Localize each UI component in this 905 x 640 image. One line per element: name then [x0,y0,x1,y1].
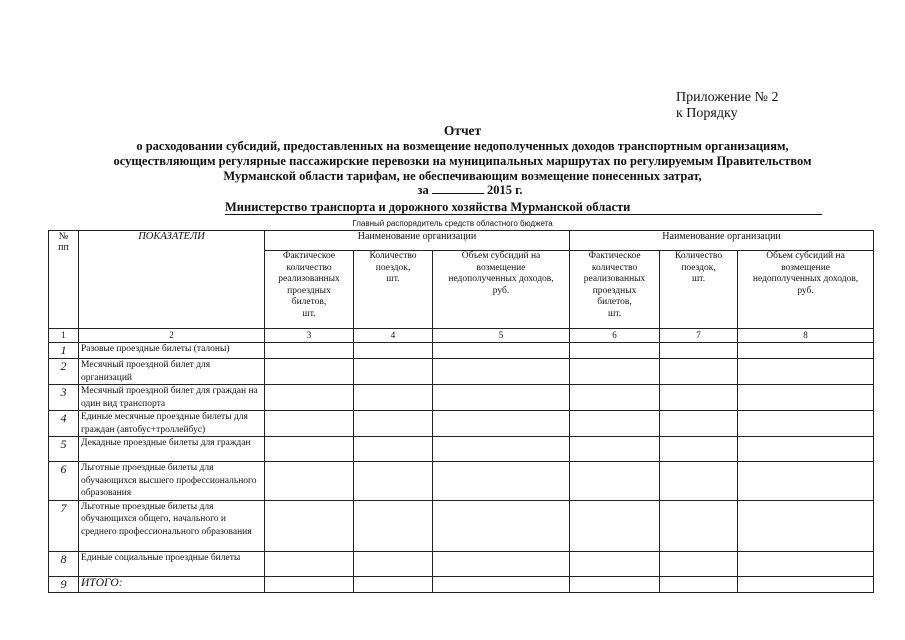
header-trips-1: Количество поездок, шт. [354,251,433,329]
data-cell[interactable] [265,437,354,462]
ministry-caption: Главный распорядитель средств областного бюджета [352,219,553,228]
data-cell[interactable] [660,385,738,411]
column-number: 1 [49,329,79,343]
table-row [49,385,874,411]
header-subsidy-1: Объем субсидий на возмещение недополученных доходов, руб. [433,251,570,329]
data-cell[interactable] [354,411,433,437]
column-number: 5 [433,329,570,343]
data-cell[interactable] [433,359,570,385]
data-cell[interactable] [660,437,738,462]
table-row [49,437,874,462]
row-number: 8 [49,551,79,576]
column-numbers-row [49,329,874,343]
table-row [49,411,874,437]
total-label: ИТОГО: [79,576,265,592]
data-cell[interactable] [570,385,660,411]
data-cell[interactable] [738,343,874,359]
data-cell[interactable] [265,500,354,551]
data-cell[interactable] [660,462,738,501]
row-label: Декадные проездные билеты для граждан [79,437,265,462]
data-cell[interactable] [433,462,570,501]
data-cell[interactable] [265,551,354,576]
data-cell[interactable] [265,462,354,501]
table-row [49,359,874,385]
row-number: 7 [49,500,79,551]
report-title-line-1: о расходовании субсидий, предоставленных на возмещение недополученных доходов транспортным организациям, [136,139,789,153]
data-cell[interactable] [738,500,874,551]
header-indicators: ПОКАЗАТЕЛИ [79,231,265,329]
column-number: 8 [738,329,874,343]
report-title-line-3: Мурманской области тарифам, не обеспечивающим возмещение понесенных затрат, [223,169,702,183]
header-actual-tickets-1: Фактическое количество реализованных проездных билетов, шт. [265,251,354,329]
data-cell[interactable] [738,551,874,576]
column-number: 7 [660,329,738,343]
data-cell[interactable] [570,462,660,501]
period-suffix: 2015 г. [487,183,523,197]
data-cell[interactable] [265,411,354,437]
total-cell[interactable] [433,576,570,592]
table-row [49,343,874,359]
total-cell[interactable] [738,576,874,592]
ministry-underline [225,214,822,215]
column-number: 4 [354,329,433,343]
data-cell[interactable] [433,343,570,359]
data-cell[interactable] [570,359,660,385]
data-cell[interactable] [738,359,874,385]
header-org-2: Наименование организации [570,231,874,251]
data-cell[interactable] [354,343,433,359]
row-number: 6 [49,462,79,501]
total-cell[interactable] [354,576,433,592]
header-actual-tickets-2: Фактическое количество реализованных проездных билетов, шт. [570,251,660,329]
annex-line-2: к Порядку [676,106,738,121]
row-number: 5 [49,437,79,462]
data-cell[interactable] [570,500,660,551]
row-label: Разовые проездные билеты (талоны) [79,343,265,359]
header-org-1: Наименование организации [265,231,570,251]
row-number: 3 [49,385,79,411]
data-cell[interactable] [354,385,433,411]
total-number: 9 [49,576,79,592]
header-subsidy-2: Объем субсидий на возмещение недополученных доходов, руб. [738,251,874,329]
data-cell[interactable] [433,411,570,437]
data-cell[interactable] [738,462,874,501]
table-row [49,551,874,576]
table-row [49,500,874,551]
data-cell[interactable] [354,500,433,551]
data-cell[interactable] [433,437,570,462]
column-number: 2 [79,329,265,343]
data-cell[interactable] [738,385,874,411]
row-label: Льготные проездные билеты для обучающихся высшего профессионального образования [79,462,265,501]
report-heading: Отчет [443,123,482,138]
report-title-line-2: осуществляющим регулярные пассажирские перевозки на муниципальных маршрутах по регулируемым Правительством [113,154,812,168]
row-number: 4 [49,411,79,437]
ministry-name: Министерство транспорта и дорожного хозяйства Мурманской области [225,200,631,214]
data-cell[interactable] [660,359,738,385]
data-cell[interactable] [354,359,433,385]
table-row [49,462,874,501]
data-cell[interactable] [570,437,660,462]
column-number: 3 [265,329,354,343]
total-cell[interactable] [265,576,354,592]
data-cell[interactable] [660,551,738,576]
total-row [49,576,874,592]
annex-label [676,90,779,122]
data-cell[interactable] [433,551,570,576]
data-cell[interactable] [738,437,874,462]
period-blank[interactable] [432,183,484,194]
total-cell[interactable] [660,576,738,592]
data-cell[interactable] [570,551,660,576]
row-label: Единые месячные проездные билеты для граждан (автобус+троллейбус) [79,411,265,437]
data-cell[interactable] [354,437,433,462]
total-cell[interactable] [570,576,660,592]
data-cell[interactable] [570,343,660,359]
data-cell[interactable] [354,551,433,576]
data-cell[interactable] [738,411,874,437]
data-cell[interactable] [433,385,570,411]
report-period [370,183,570,198]
row-label: Льготные проездные билеты для обучающихся общего, начального и среднего профессионального образования [79,500,265,551]
period-prefix: за [417,183,429,197]
data-cell[interactable] [433,500,570,551]
column-number: 6 [570,329,660,343]
report-table [48,230,874,593]
header-number: № пп [49,231,79,329]
data-cell[interactable] [265,385,354,411]
data-cell[interactable] [265,359,354,385]
data-cell[interactable] [660,500,738,551]
data-cell[interactable] [660,411,738,437]
data-cell[interactable] [265,343,354,359]
row-label: Единые социальные проездные билеты [79,551,265,576]
row-number: 2 [49,359,79,385]
data-cell[interactable] [660,343,738,359]
row-label: Месячный проездной билет для организаций [79,359,265,385]
data-cell[interactable] [570,411,660,437]
header-trips-2: Количество поездок, шт. [660,251,738,329]
annex-line-1: Приложение № 2 [676,90,779,105]
row-number: 1 [49,343,79,359]
row-label: Месячный проездной билет для граждан на один вид транспорта [79,385,265,411]
data-cell[interactable] [354,462,433,501]
